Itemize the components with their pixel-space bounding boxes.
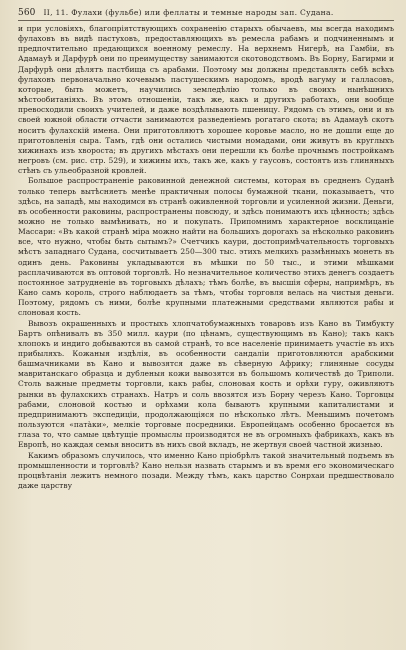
- paragraph: и при условіяхъ, благопріятствующихъ сохраненію старыхъ обычаевъ, мы всегда находимъ фулаховъ въ видѣ пастуховъ, предоставляющихъ въ ремесла рабамъ и подчиненнымъ и предпочтительно предающихся военному ремеслу. На верхнемъ Нигерѣ, на Гамбіи, въ Адамауѣ и Дарфурѣ они по преимуществу занимаются скотоводствомъ. Въ Борну, Багирми и Дарфурѣ они дѣлятъ пастбища съ арабами. Поэтому мы должны представлять себѣ всѣхъ фулаховъ первоначально кочевымъ пастушескимъ народомъ, вродѣ вагуму и галласовъ, которые, быть можетъ, научились земледѣлію только въ своихъ нынѣшнихъ мѣстообитаніяхъ. Въ этомъ отношеніи, такъ же, какъ и другихъ работахъ, они вообще превосходили своихъ учителей, и даже воздѣлывають пшеницу. Рядомъ съ этимъ, они и въ своей южной области отчасти занимаются разведеніемъ рогатаго скота; въ Адамауѣ скотъ носитъ фулахскій имена. Они приготовляютъ хорошее коровье масло, но не дошли еще до приготовленія сыра. Тамъ, гдѣ они остались чистыми номадами, они живутъ въ круглыхъ хижинахъ изъ хвороста; въ другихъ мѣстахъ они перешли къ болѣе прочнымъ постройкамъ негровъ (см. рис. стр. 529), и хижины ихъ, такъ же, какъ у гаусовъ, состоятъ изъ глиняныхъ стѣнъ съ ульеобразной кровлей.: [18, 24, 394, 176]
- body-text: [18, 24, 394, 491]
- running-head: II, 11. Фулахи (фульбе) или феллаты и темные народы зап. Судана.: [43, 8, 334, 17]
- page-header: [18, 8, 394, 21]
- paragraph: Какимъ образомъ случилось, что именно Кано пріобрѣлъ такой значительный подъемъ въ промышленности и торговлѣ? Кано нельзя назвать старымъ и въ время его экономическаго процвѣтанія лежитъ немного позади. Между тѣмъ, какъ царство Сонрхаи предшествовало даже царству: [18, 450, 394, 491]
- paragraph: Вывозъ окрашенныхъ и простыхъ хлопчатобумажныхъ товаровъ изъ Кано въ Тимбукту Бартъ опѣнивалъ въ 350 милл. каури (по цѣнамъ, существующимъ въ Кано); такъ какъ хлопокъ и индиго добываются въ самой странѣ, то все населеніе принимаетъ участіе въ ихъ прибыляхъ. Кожаныя издѣлія, въ особенности сандаліи приготовляются арабскими башмачниками въ Кано и вывозятся даже въ сѣверную Африку; глиняные сосуды мавританскаго образца и дубленыя кожи вывозятся въ большомъ количествѣ до Триполи. Столь важные предметы торговли, какъ рабы, слоновая кость и орѣхи гуру, оживляютъ рынки въ фулахскихъ странахъ. Натръ и соль ввозятся изъ Борну черезъ Кано. Торговцы рабами, слоновой костью и орѣхами кола бываютъ крупными капиталистами и предпринимаютъ экспедиціи, продолжающіяся по нѣсколько лѣтъ. Меньшимъ почетомъ пользуются «пата̀ки», мелкіе торговые посредники. Европейцамъ особенно бросается въ глаза то, что самые цвѣтущіе промыслы производятся не въ огромныхъ фабрикахъ, какъ въ Европѣ, но каждая семья вноситъ въ нихъ свой вкладъ, не жертвуя своей частной жизнью.: [18, 318, 394, 450]
- paragraph: Большое распространеніе раковинной денежной системы, которая въ средненъ Суданѣ только теперь вытѣсняетъ менѣе практичныя полосы бумажной ткани, показываетъ, что здѣсь, на западѣ, мы находимся въ странѣ оживленной торговли и усиленной жизни. Деньги, въ особенности раковины, распространены повсюду, и здѣсь понимаютъ ихъ цѣнность; здѣсь можно не только вымѣнивать, но и покупать. Припомнимъ характерное восклицаніе Массари: «Въ какой странѣ міра можно найти на большихъ дорогахъ за нѣсколько раковинъ все, что нужно, чтобы быть сытымъ?» Счетчикъ каури, достопримѣчательность торговыхъ мѣстъ западнаго Судана, сосчитываетъ 250—300 тыс. этихъ мелкихъ размѣнныхъ монетъ въ одинъ день. Раковины укладываются въ мѣшки по 50 тыс., и этими мѣшками расплачиваются въ оптовой торговлѣ. Но незначительное количество этихъ денегъ создаетъ постоянное затрудненіе въ торговыхъ дѣлахъ; тѣмъ болѣе, въ высшія сферы, напримѣръ, въ Кано самъ король, строго наблюдаетъ за тѣмъ, чтобы торговля велась на чистыя деньги. Поэтому, рядомъ съ ними, болѣе крупными платежными средствами являются рабы и слоновая кость.: [18, 176, 394, 318]
- page-number: 560: [18, 8, 36, 18]
